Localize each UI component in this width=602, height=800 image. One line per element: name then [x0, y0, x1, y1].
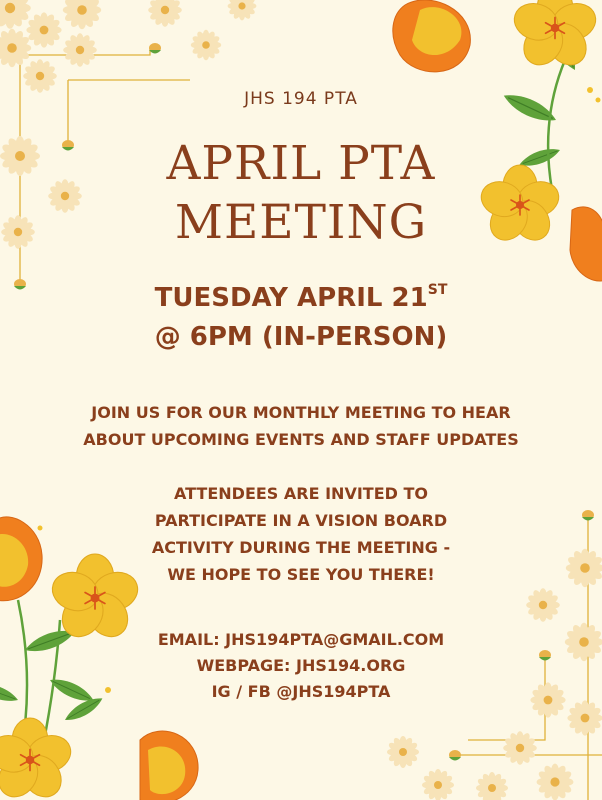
- title-line-2: MEETING: [174, 195, 428, 250]
- description-line: ABOUT UPCOMING EVENTS AND STAFF UPDATES: [83, 430, 519, 449]
- invitation-line: PARTICIPATE IN A VISION BOARD: [154, 511, 448, 530]
- title-line-1: APRIL PTA: [166, 136, 436, 191]
- organization-name: JHS 194 PTA: [244, 89, 358, 109]
- meeting-date: [0, 283, 602, 313]
- invitation-line: ACTIVITY DURING THE MEETING -: [151, 538, 451, 557]
- meeting-time: @ 6PM (IN-PERSON): [154, 322, 448, 352]
- date-text: TUESDAY APRIL 21: [154, 283, 428, 313]
- contact-social: IG / FB @JHS194PTA: [211, 682, 391, 701]
- invitation-line: ATTENDEES ARE INVITED TO: [174, 484, 428, 503]
- description-line: JOIN US FOR OUR MONTHLY MEETING TO HEAR: [91, 403, 511, 422]
- invitation-line: WE HOPE TO SEE YOU THERE!: [167, 565, 435, 584]
- contact-email: EMAIL: JHS194PTA@GMAIL.COM: [157, 630, 445, 649]
- date-suffix: ST: [427, 282, 448, 299]
- contact-webpage: WEBPAGE: JHS194.ORG: [196, 656, 406, 675]
